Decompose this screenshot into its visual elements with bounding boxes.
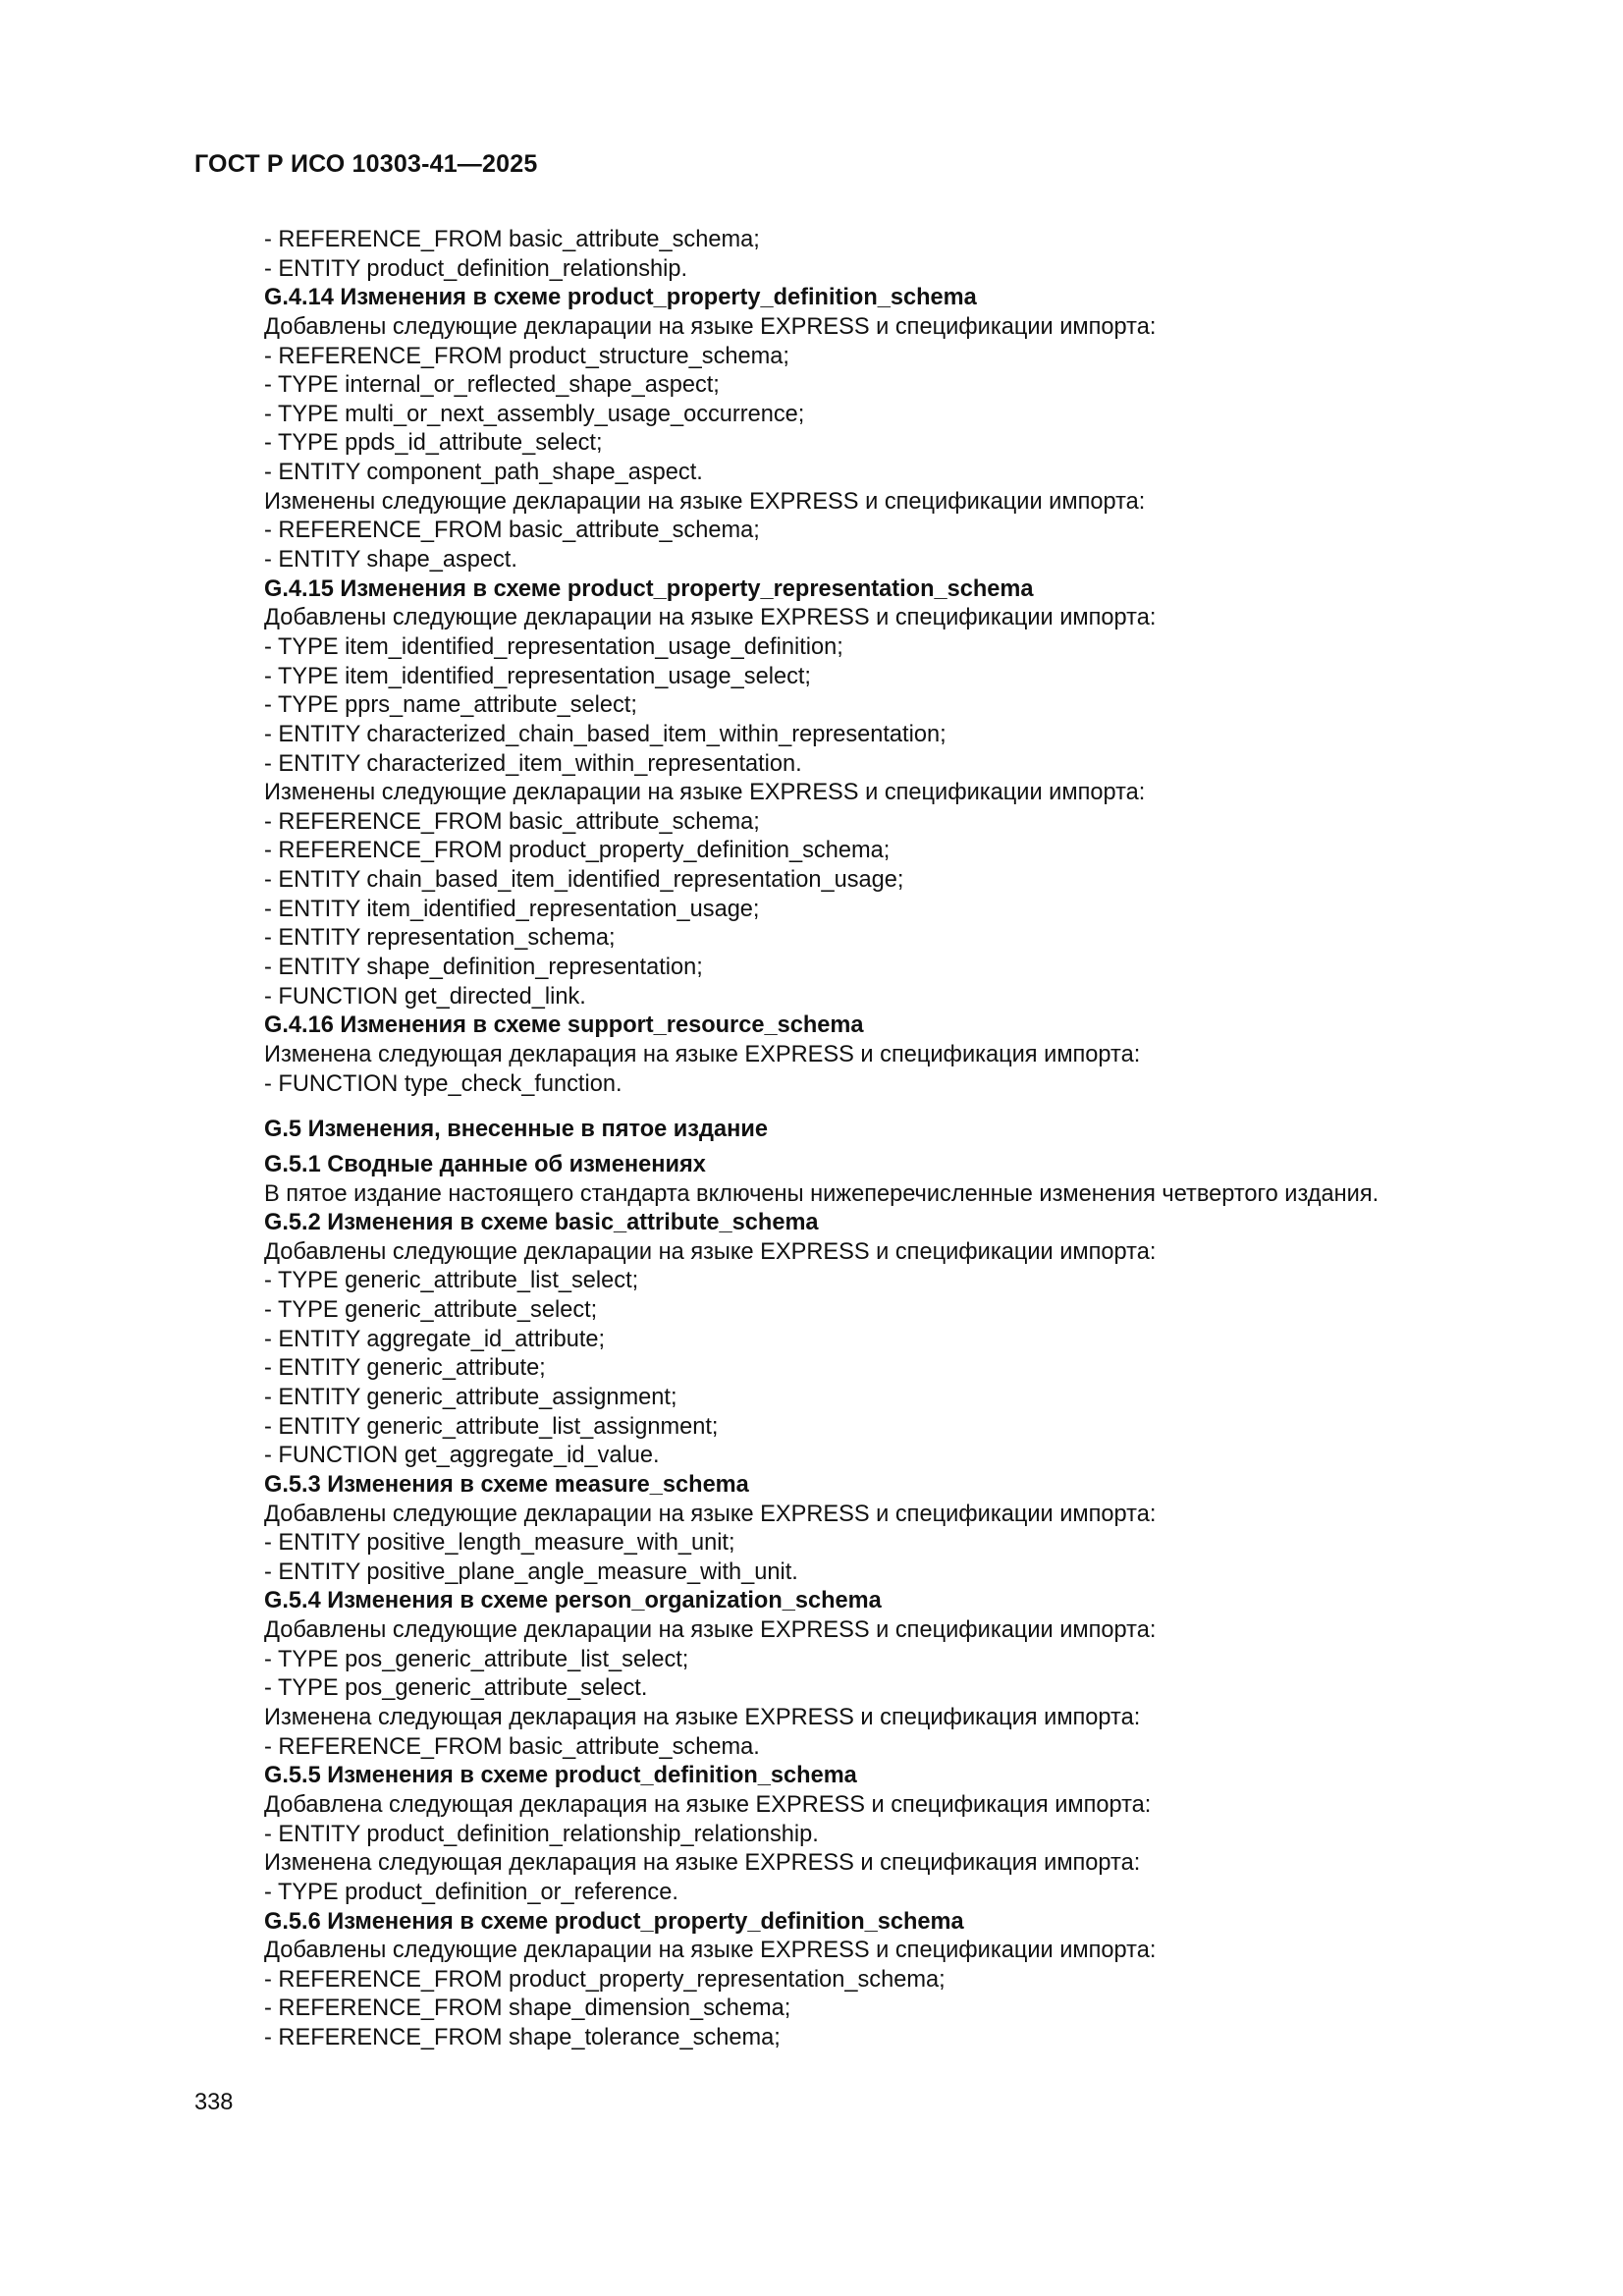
- list-item: - ENTITY positive_length_measure_with_unit;: [264, 1530, 735, 1557]
- paragraph: Добавлена следующая декларация на языке EXPRESS и спецификация импорта:: [264, 1791, 1152, 1818]
- list-item: - ENTITY chain_based_item_identified_representation_usage;: [264, 867, 904, 894]
- paragraph: Добавлены следующие декларации на языке EXPRESS и спецификации импорта:: [264, 1938, 1157, 1964]
- list-item: - ENTITY shape_definition_representation;: [264, 955, 703, 981]
- section-heading: G.4.16 Изменения в схеме support_resource_schema: [264, 1012, 864, 1039]
- list-item: - REFERENCE_FROM product_property_definition_schema;: [264, 838, 891, 864]
- list-item: - ENTITY generic_attribute_assignment;: [264, 1384, 677, 1410]
- list-item: - ENTITY component_path_shape_aspect.: [264, 460, 703, 486]
- paragraph: Добавлены следующие декларации на языке EXPRESS и спецификации импорта:: [264, 1501, 1157, 1527]
- paragraph: Добавлены следующие декларации на языке EXPRESS и спецификации импорта:: [264, 313, 1157, 340]
- section-heading: G.5.1 Сводные данные об изменениях: [264, 1151, 706, 1177]
- list-item: - REFERENCE_FROM basic_attribute_schema;: [264, 518, 760, 544]
- paragraph: Изменены следующие декларации на языке EXPRESS и спецификации импорта:: [264, 780, 1146, 806]
- list-item: - REFERENCE_FROM basic_attribute_schema.: [264, 1733, 760, 1760]
- list-item: - TYPE generic_attribute_select;: [264, 1297, 598, 1324]
- list-item: - FUNCTION get_directed_link.: [264, 983, 586, 1010]
- list-item: - ENTITY positive_plane_angle_measure_with_unit.: [264, 1558, 798, 1585]
- section-heading: G.4.15 Изменения в схеме product_property_representation_schema: [264, 575, 1034, 602]
- list-item: - ENTITY product_definition_relationship_relationship.: [264, 1821, 819, 1847]
- list-item: - ENTITY generic_attribute_list_assignment;: [264, 1413, 719, 1440]
- section-heading: G.5.3 Изменения в схеме measure_schema: [264, 1471, 749, 1498]
- paragraph: Изменена следующая декларация на языке EXPRESS и спецификация импорта:: [264, 1705, 1141, 1731]
- list-item: - ENTITY characterized_item_within_representation.: [264, 750, 802, 777]
- section-heading: G.4.14 Изменения в схеме product_property_definition_schema: [264, 285, 977, 311]
- list-item: - ENTITY item_identified_representation_usage;: [264, 896, 760, 922]
- list-item: - ENTITY product_definition_relationship.: [264, 255, 688, 282]
- list-item: - TYPE product_definition_or_reference.: [264, 1879, 678, 1905]
- list-item: - ENTITY aggregate_id_attribute;: [264, 1326, 606, 1352]
- paragraph: Изменена следующая декларация на языке EXPRESS и спецификация импорта:: [264, 1850, 1141, 1877]
- section-heading: G.5.5 Изменения в схеме product_definition_schema: [264, 1763, 857, 1789]
- document-body: [264, 226, 1541, 2053]
- list-item: - REFERENCE_FROM shape_dimension_schema;: [264, 1995, 791, 2022]
- paragraph: В пятое издание настоящего стандарта включены нижеперечисленные изменения четвертого издания.: [264, 1180, 1380, 1207]
- section-heading: G.5.4 Изменения в схеме person_organization_schema: [264, 1588, 882, 1614]
- chapter-heading: G.5 Изменения, внесенные в пятое издание: [264, 1117, 769, 1143]
- section-heading: G.5.6 Изменения в схеме product_property_definition_schema: [264, 1908, 964, 1935]
- document-header: ГОСТ Р ИСО 10303-41—2025: [194, 150, 538, 178]
- paragraph: Изменена следующая декларация на языке EXPRESS и спецификация импорта:: [264, 1041, 1141, 1067]
- list-item: - TYPE pprs_name_attribute_select;: [264, 692, 637, 719]
- list-item: - TYPE pos_generic_attribute_list_select;: [264, 1646, 689, 1672]
- list-item: - TYPE internal_or_reflected_shape_aspect;: [264, 372, 720, 399]
- list-item: - FUNCTION type_check_function.: [264, 1070, 622, 1097]
- list-item: - TYPE generic_attribute_list_select;: [264, 1268, 639, 1294]
- paragraph: Добавлены следующие декларации на языке EXPRESS и спецификации импорта:: [264, 1617, 1157, 1644]
- list-item: - FUNCTION get_aggregate_id_value.: [264, 1443, 660, 1469]
- section-heading: G.5.2 Изменения в схеме basic_attribute_schema: [264, 1210, 819, 1236]
- paragraph: Добавлены следующие декларации на языке EXPRESS и спецификации импорта:: [264, 605, 1157, 631]
- list-item: - TYPE pos_generic_attribute_select.: [264, 1675, 648, 1702]
- list-item: - ENTITY shape_aspect.: [264, 547, 517, 574]
- list-item: - REFERENCE_FROM product_property_representation_schema;: [264, 1966, 946, 1993]
- list-item: - REFERENCE_FROM shape_tolerance_schema;: [264, 2025, 781, 2051]
- list-item: - TYPE item_identified_representation_usage_select;: [264, 663, 811, 689]
- list-item: - TYPE multi_or_next_assembly_usage_occurrence;: [264, 401, 805, 427]
- list-item: - TYPE ppds_id_attribute_select;: [264, 430, 603, 457]
- page-number: 338: [194, 2090, 234, 2115]
- section-spacer: [264, 1099, 1541, 1116]
- list-item: - REFERENCE_FROM product_structure_schema;: [264, 343, 789, 369]
- list-item: - REFERENCE_FROM basic_attribute_schema;: [264, 227, 760, 252]
- paragraph: Добавлены следующие декларации на языке EXPRESS и спецификации импорта:: [264, 1238, 1157, 1265]
- list-item: - TYPE item_identified_representation_usage_definition;: [264, 633, 843, 660]
- list-item: - REFERENCE_FROM basic_attribute_schema;: [264, 808, 760, 835]
- paragraph: Изменены следующие декларации на языке EXPRESS и спецификации импорта:: [264, 488, 1146, 515]
- list-item: - ENTITY representation_schema;: [264, 925, 616, 952]
- list-item: - ENTITY characterized_chain_based_item_within_representation;: [264, 721, 947, 747]
- list-item: - ENTITY generic_attribute;: [264, 1355, 546, 1382]
